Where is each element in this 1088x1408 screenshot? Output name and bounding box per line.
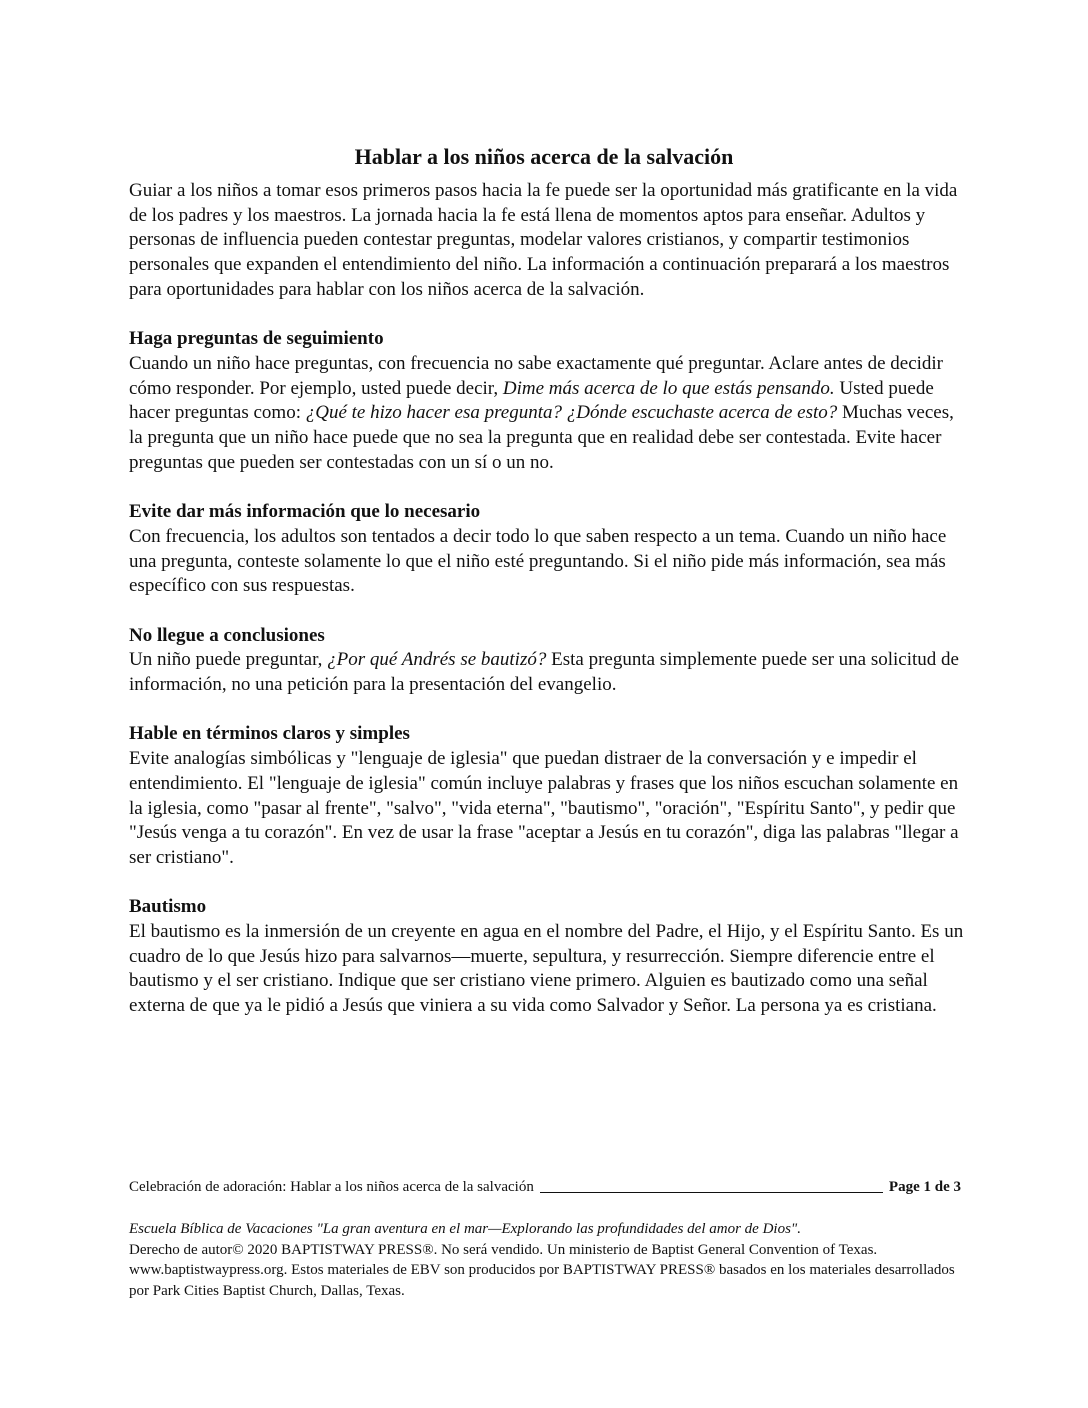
section-heading: Evite dar más información que lo necesario [129,501,481,523]
page-title: Hablar a los niños acerca de la salvación [354,143,734,169]
copyright-text: Derecho de autor© 2020 BAPTISTWAY PRESS®. No será vendido. Un ministerio de Baptist General Convention of Texas. www.baptistwaypress.org. Estos materiales de EBV son producidos por BAPTISTWAY PRESS® basados en los materiales desarrollados por Park Cities Baptist Church, Dallas, Texas. [129,1241,955,1299]
section-heading: Hable en términos claros y simples [129,723,410,745]
document-body [129,179,969,1019]
section-body: Evite analogías simbólicas y "lenguaje de iglesia" que puedan distraer de la conversación y e impedir el entendimiento. El "lenguaje de iglesia" común incluye palabras y frases que los niños escuchan solamente en la iglesia, como "pasar al frente", "salvo", "vida eterna", "bautismo", "oración", "Espíritu Santo", y pedir que "Jesús venga a tu corazón". En vez de usar la frase "aceptar a Jesús en tu corazón", diga las palabras "llegar a ser cristiano". [129,748,959,868]
section-clear-terms [129,722,969,870]
footer-rule [540,1192,883,1193]
section-heading: Haga preguntas de seguimiento [129,328,384,350]
intro-paragraph: Guiar a los niños a tomar esos primeros pasos hacia la fe puede ser la oportunidad más gratificante en la vida de los padres y los maestros. La jornada hacia la fe está llena de momentos aptos para enseñar. Adultos y personas de influencia pueden contestar preguntas, modelar valores cristianos, y compartir testimonios personales que expanden el entendimiento del niño. La información a continuación preparará a los maestros para oportunidades para hablar con los niños acerca de la salvación. [129,180,958,300]
footer-title: Celebración de adoración: Hablar a los niños acerca de la salvación [129,1179,534,1195]
italic-quote: ¿Por qué Andrés se bautizó? [327,649,547,671]
text-run: Un niño puede preguntar, [129,649,328,671]
section-heading: Bautismo [129,896,207,918]
page-number: Page 1 de 3 [888,1179,961,1195]
text-run: Esta pregunta simplemente puede ser una solicitud de información, no una petición para la presentación del evangelio. [129,649,959,696]
copyright-notice [129,1219,969,1301]
section-no-conclusions [129,624,969,698]
section-body [129,352,969,476]
footer-line [129,1177,961,1197]
text-run: Cuando un niño hace preguntas, con frecuencia no sabe exactamente qué preguntar. Aclare antes de decidir cómo responder. Por ejemplo, usted puede decir, [129,352,944,399]
page-footer [129,1177,961,1197]
italic-quote: Dime más acerca de lo que estás pensando. [502,377,835,399]
text-run: Usted puede hacer preguntas como: [129,377,934,424]
section-avoid-extra-info [129,500,969,599]
section-follow-up-questions [129,327,969,475]
section-body: El bautismo es la inmersión de un creyente en agua en el nombre del Padre, el Hijo, y el Espíritu Santo. Es un cuadro de lo que Jesús hizo para salvarnos—muerte, sepultura, y resurrección. Siempre diferencie entre el bautismo y el ser cristiano. Indique que ser cristiano viene primero. Alguien es bautizado como una señal externa de que ya le pidió a Jesús que viniera a su vida como Salvador y Señor. La persona ya es cristiana. [129,921,964,1017]
section-body: Con frecuencia, los adultos son tentados a decir todo lo que saben respecto a un tema. Cuando un niño hace una pregunta, conteste solamente lo que el niño esté preguntando. Si el niño pide más información, sea más específico con sus respuestas. [129,525,947,597]
italic-quote: ¿Qué te hizo hacer esa pregunta? ¿Dónde escuchaste acerca de esto? [305,402,838,424]
program-title: Escuela Bíblica de Vacaciones "La gran aventura en el mar—Explorando las profundidades del amor de Dios". [129,1221,801,1237]
section-baptism [129,895,969,1019]
copyright-paragraph [129,1219,969,1301]
section-body [129,648,969,697]
section-heading: No llegue a conclusiones [129,624,325,646]
text-run: Muchas veces, la pregunta que un niño hace puede que no sea la pregunta que en realidad debe ser contestada. Evite hacer preguntas que pueden ser contestadas con un sí o un no. [129,402,954,473]
